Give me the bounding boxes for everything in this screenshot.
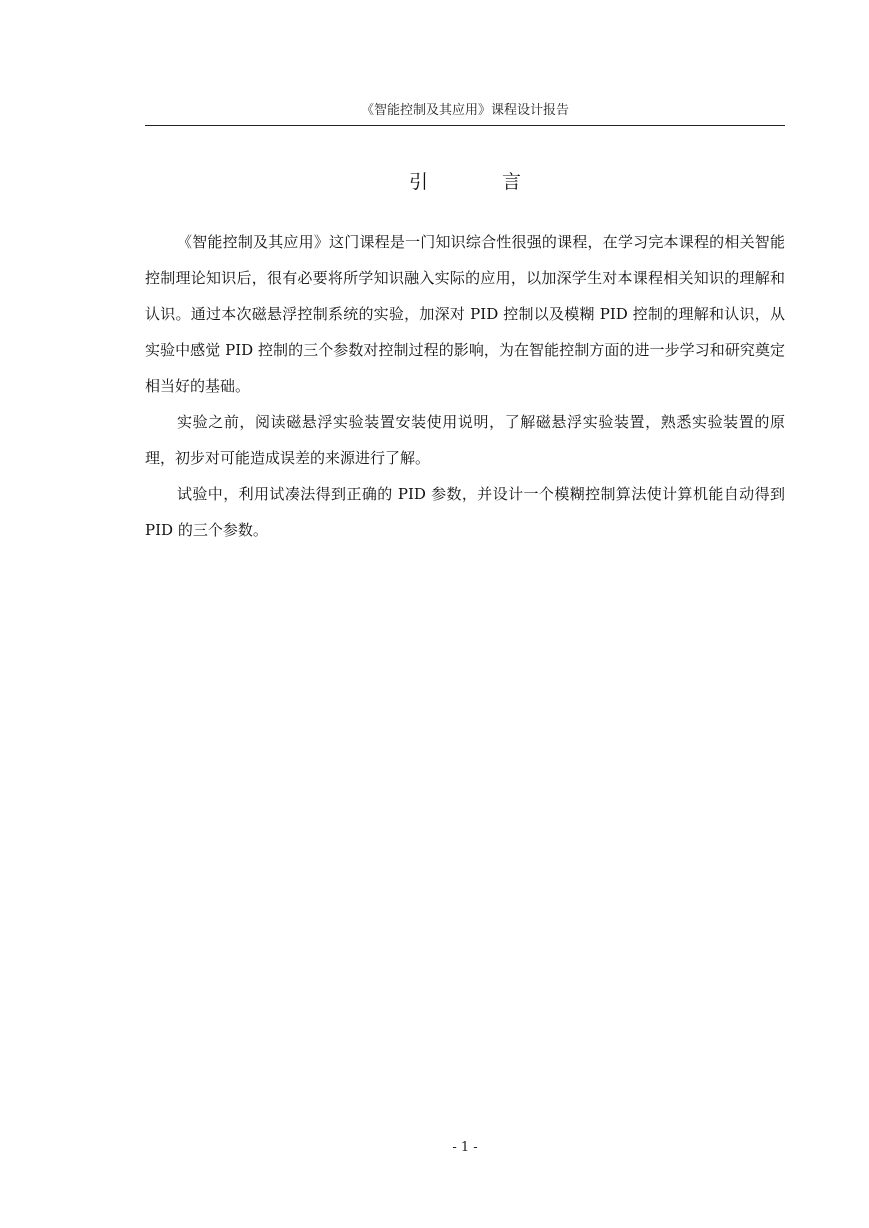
paragraph-preparation: 实验之前，阅读磁悬浮实验装置安装使用说明，了解磁悬浮实验装置，熟悉实验装置的原理，初步对可能造成误差的来源进行了解。 [145, 413, 785, 467]
section-title: 引 言 [408, 171, 556, 193]
paragraph-intro: 《智能控制及其应用》这门课程是一门知识综合性很强的课程，在学习完本课程的相关智能控制理论知识后，很有必要将所学知识融入实际的应用，以加深学生对本课程相关知识的理解和认识。通过本次磁悬浮控制系统的实验，加深对 PID 控制以及模糊 PID 控制的理解和认识，从实验中感觉 PID 控制的三个参数对控制过程的影响，为在智能控制方面的进一步学习和研究奠定相当好的基础。 [145, 233, 785, 395]
running-header: 《智能控制及其应用》课程设计报告 [360, 103, 569, 118]
header-divider [145, 125, 785, 126]
page-number: - 1 - [452, 1140, 478, 1155]
paragraph-experiment: 试验中，利用试凑法得到正确的 PID 参数，并设计一个模糊控制算法使计算机能自动得到 PID 的三个参数。 [145, 485, 785, 539]
body-text [145, 224, 785, 548]
